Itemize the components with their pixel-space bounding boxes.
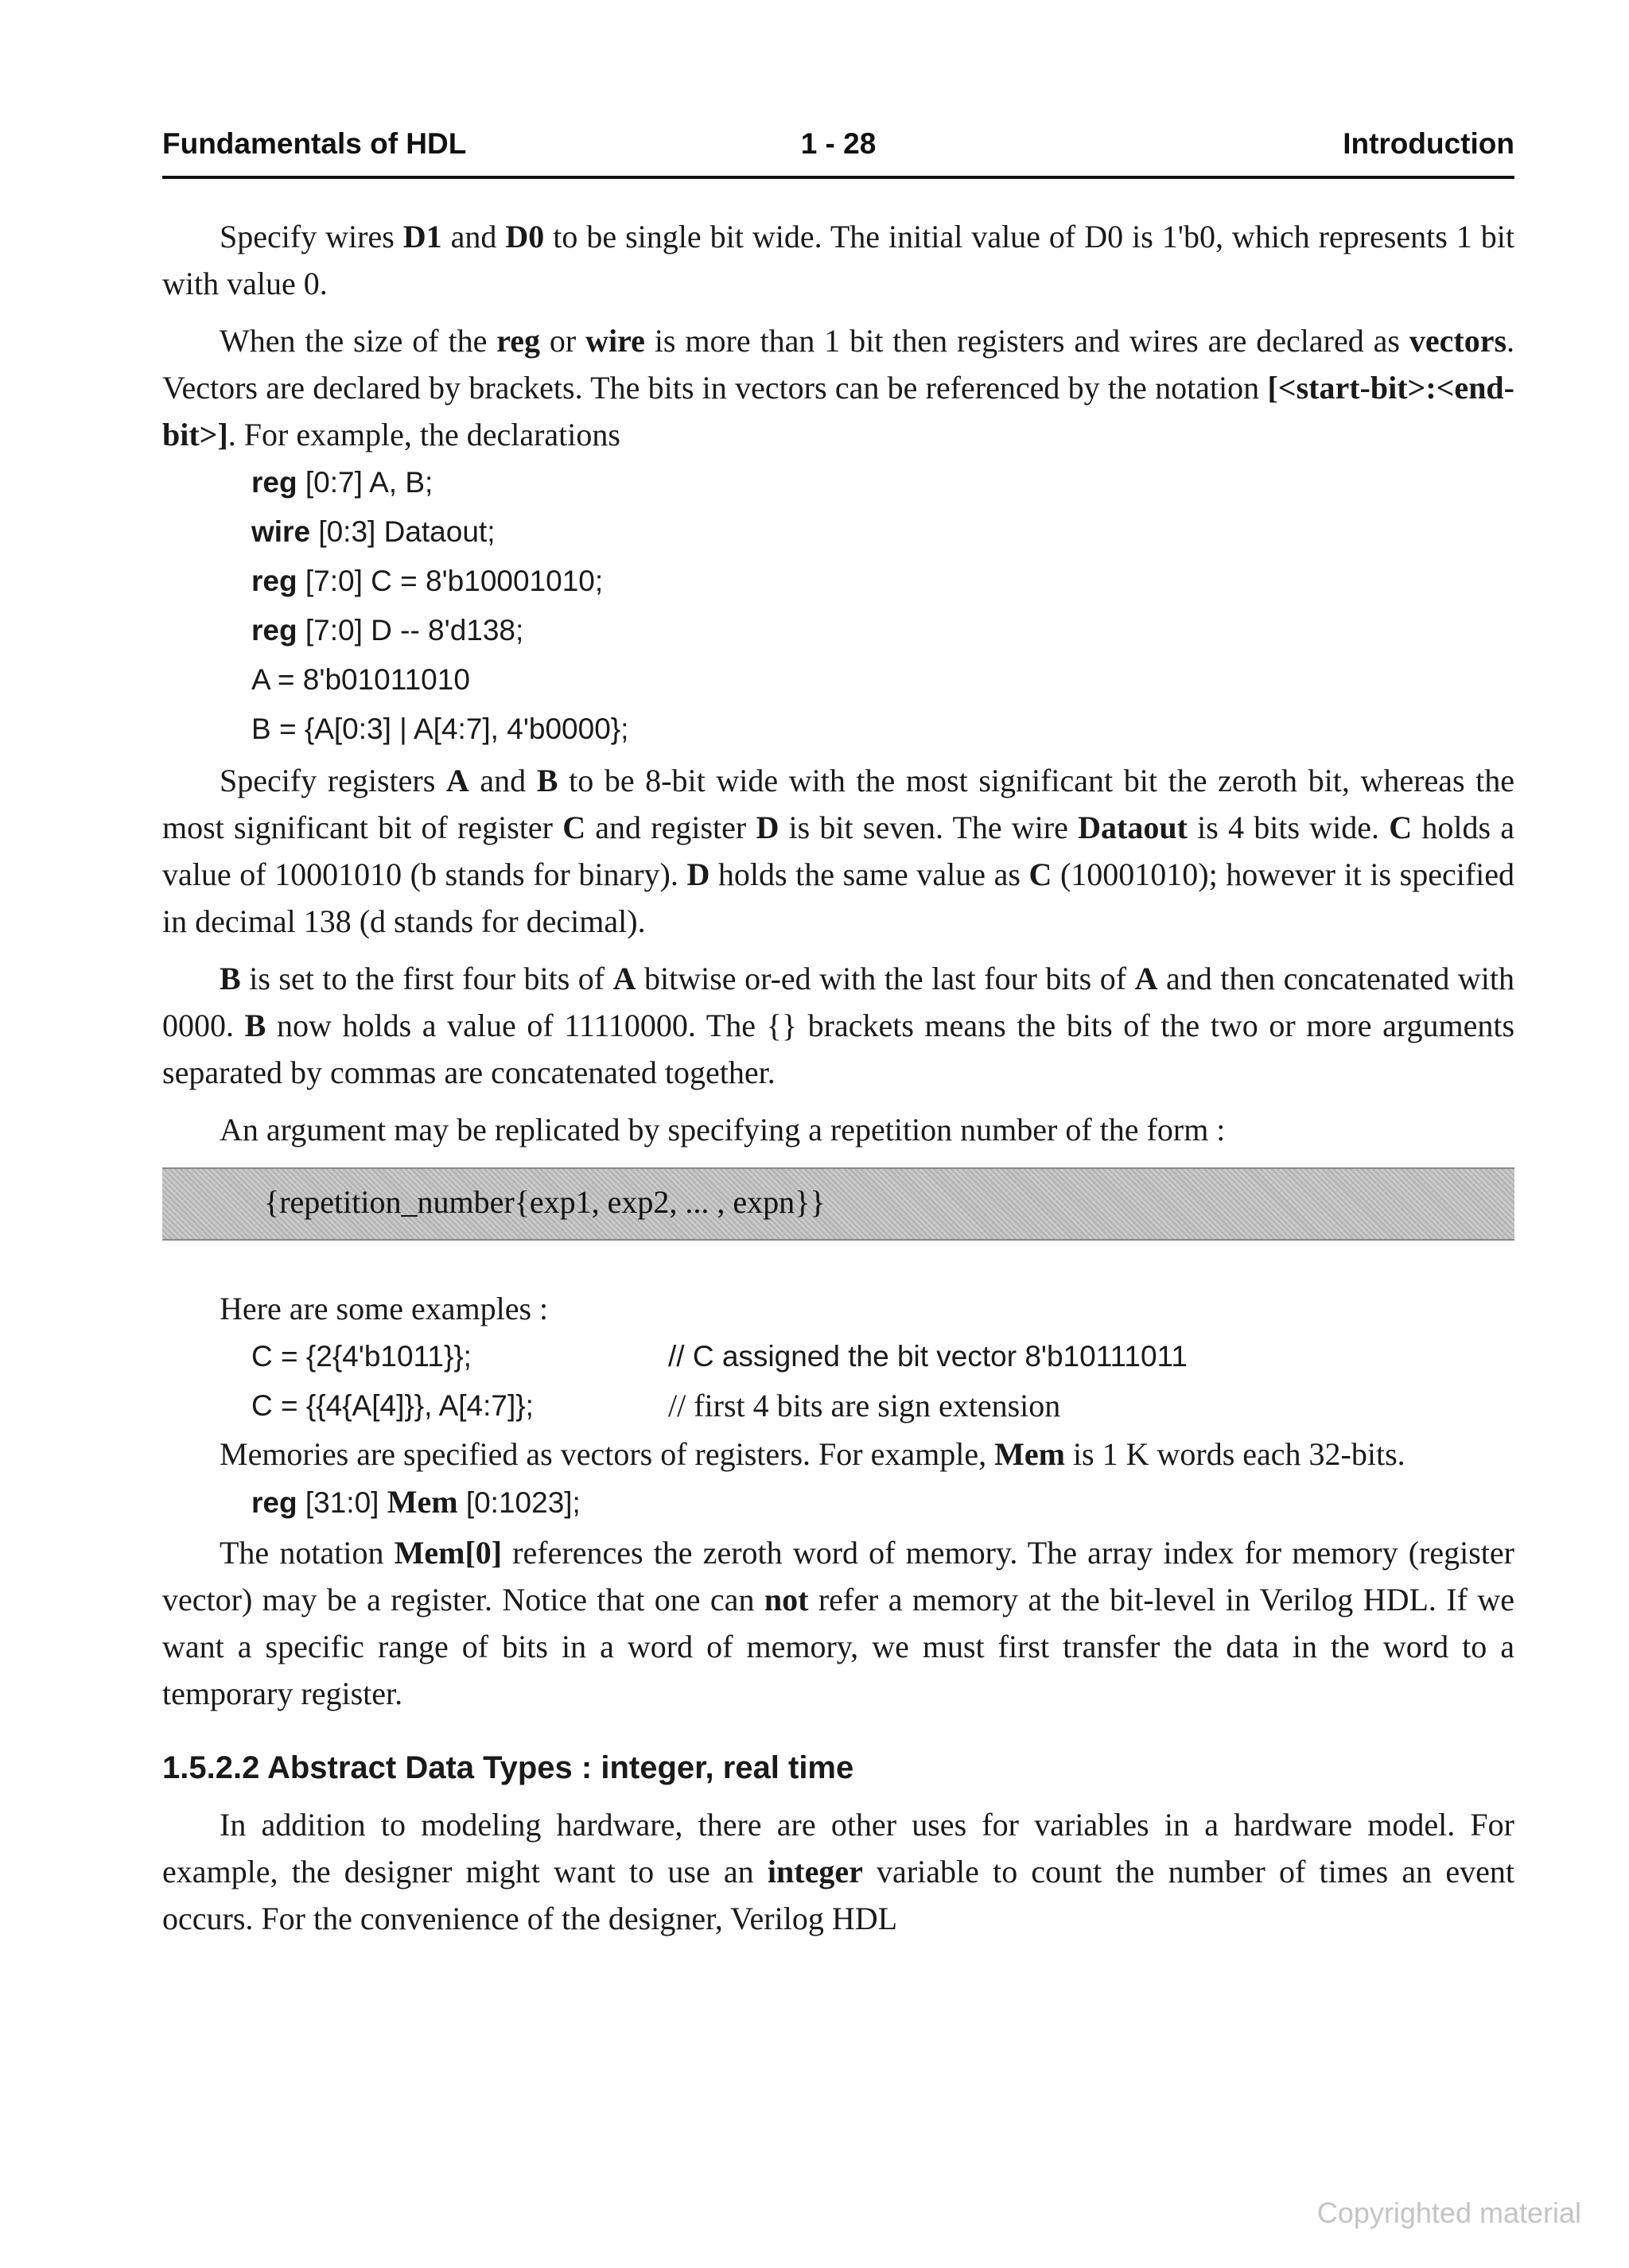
example-row [162, 1332, 1514, 1381]
section-heading: 1.5.2.2 Abstract Data Types : integer, real time [162, 1750, 854, 1785]
code-line: wire [0:3] Dataout; [251, 515, 496, 548]
example-comment: // first 4 bits are sign extension [668, 1388, 1061, 1423]
code-line: reg [0:7] A, B; [251, 466, 433, 499]
example-comment: // C assigned the bit vector 8'b10111011 [668, 1340, 1188, 1373]
example-row [162, 1381, 1514, 1431]
example-code: C = {2{4'b1011}}; [251, 1340, 472, 1373]
paragraph-concatenation: B is set to the first four bits of A bitwise or-ed with the last four bits of A and then concatenated with 0000. B now holds a value of 11110000. The {} brackets means the bits of the two or more arguments separated by commas are concatenated together. [162, 961, 1515, 1090]
example-code: C = {{4{A[4]}}, A[4:7]}; [251, 1389, 534, 1422]
header-rule [162, 176, 1514, 179]
examples-intro: Here are some examples : [220, 1291, 549, 1326]
paragraph-memory-index: The notation Mem[0] references the zeroth word of memory. The array index for memory (register vector) may be a register. Notice that one can not refer a memory at the bit-level in Verilog HDL. If we want a specific range of bits in a word of memory, we must first transfer the data in the word to a temporary register. [162, 1535, 1515, 1711]
page-header [162, 127, 1514, 175]
paragraph-registers: Specify registers A and B to be 8-bit wide with the most significant bit the zeroth bit, whereas the most significant bit of register C and register D is bit seven. The wire Dataout is 4 bits wide. C holds a value of 10001010 (b stands for binary). D holds the same value as C (10001010); however it is specified in decimal 138 (d stands for decimal). [162, 763, 1515, 939]
paragraph-wires: Specify wires D1 and D0 to be single bit wide. The initial value of D0 is 1'b0, which represents 1 bit with value 0. [162, 219, 1514, 301]
chapter-title: Introduction [1343, 127, 1514, 160]
code-line: A = 8'b01011010 [251, 663, 470, 696]
paragraph-abstract-types: In addition to modeling hardware, there are other uses for variables in a hardware model. For example, the designer might want to use an integer variable to count the number of times an event occurs. For the convenience of the designer, Verilog HDL [162, 1807, 1514, 1936]
paragraph-memories: Memories are specified as vectors of registers. For example, Mem is 1 K words each 32-bits. [220, 1436, 1405, 1472]
replication-syntax-box [162, 1167, 1514, 1241]
book-title: Fundamentals of HDL [162, 127, 467, 160]
replication-syntax: {repetition_number{exp1, exp2, ... , expn}} [264, 1184, 826, 1220]
code-memory-declaration: reg [31:0] Mem [0:1023]; [251, 1484, 581, 1520]
code-line: reg [7:0] D -- 8'd138; [251, 614, 524, 647]
copyright-watermark: Copyrighted material [1316, 2196, 1581, 2229]
paragraph-replication: An argument may be replicated by specifying a repetition number of the form : [220, 1112, 1226, 1148]
paragraph-vectors: When the size of the reg or wire is more than 1 bit then registers and wires are declared as vectors. Vectors are declared by brackets. The bits in vectors can be referenced by the notation [<start-bit>:<end-bit>]. For example, the declarations [162, 323, 1515, 452]
code-line: reg [7:0] C = 8'b10001010; [251, 565, 604, 597]
page-number: 1 - 28 [800, 127, 877, 160]
code-declarations [162, 458, 1514, 754]
page-body [162, 213, 1514, 1952]
code-line: B = {A[0:3] | A[4:7], 4'b0000}; [251, 713, 629, 745]
